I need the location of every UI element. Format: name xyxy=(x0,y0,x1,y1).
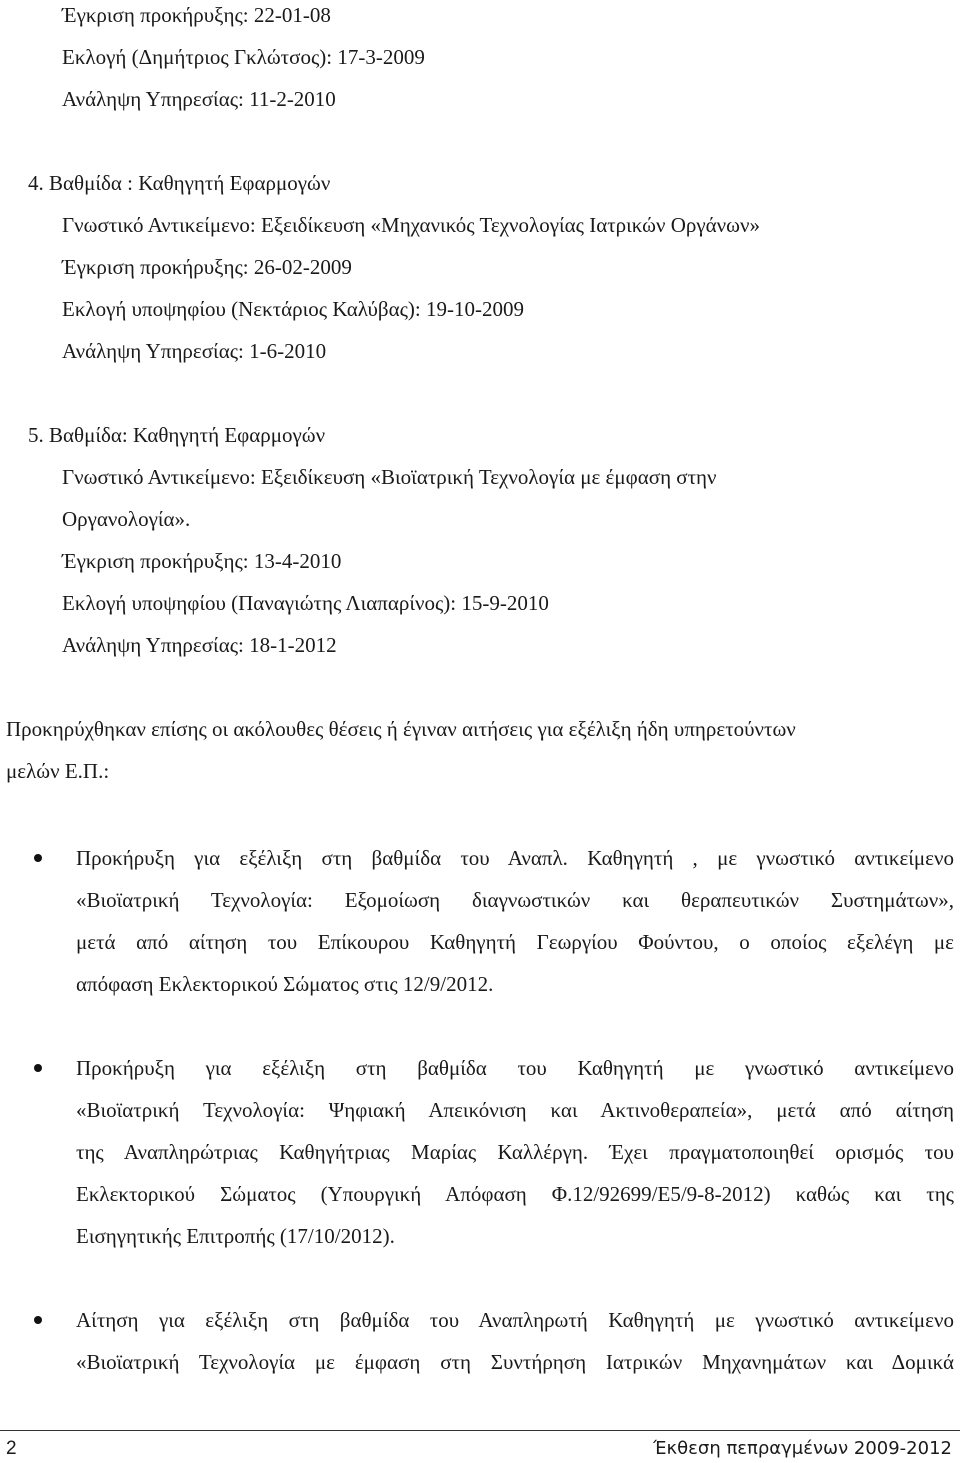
bullet2-line-4: Εκλεκτορικού Σώματος (Υπουργική Απόφαση Φ.12/92699/Ε5/9-8-2012) καθώς και της xyxy=(76,1182,954,1206)
item5-election: Εκλογή υποψηφίου (Παναγιώτης Λιαπαρίνος): 15-9-2010 xyxy=(62,591,549,615)
bullet-icon xyxy=(34,1064,42,1072)
page-number: 2 xyxy=(6,1438,17,1459)
item4-election: Εκλογή υποψηφίου (Νεκτάριος Καλύβας): 19-10-2009 xyxy=(62,297,524,321)
item5-heading: 5. Βαθμίδα: Καθηγητή Εφαρμογών xyxy=(28,423,326,447)
bullet-icon xyxy=(34,854,42,862)
footer-report-title: Έκθεση πεπραγμένων 2009-2012 xyxy=(653,1438,952,1459)
item5-approval: Έγκριση προκήρυξης: 13-4-2010 xyxy=(62,549,342,573)
bullet3-line-2: «Βιοϊατρική Τεχνολογία με έμφαση στη Συντήρηση Ιατρικών Μηχανημάτων και Δομικά xyxy=(76,1350,954,1374)
intro-assumption-line: Ανάληψη Υπηρεσίας: 11-2-2010 xyxy=(62,87,336,111)
intro-election-line: Εκλογή (Δημήτριος Γκλώτσος): 17-3-2009 xyxy=(62,45,425,69)
bullet1-line-3: μετά από αίτηση του Επίκουρου Καθηγητή Γεωργίου Φούντου, ο οποίος εξελέγη με xyxy=(76,930,954,954)
intro-approval-line: Έγκριση προκήρυξης: 22-01-08 xyxy=(62,3,331,27)
bullet1-line-2: «Βιοϊατρική Τεχνολογία: Εξομοίωση διαγνωστικών και θεραπευτικών Συστημάτων», xyxy=(76,888,954,912)
item4-subject: Γνωστικό Αντικείμενο: Εξειδίκευση «Μηχανικός Τεχνολογίας Ιατρικών Οργάνων» xyxy=(62,213,760,237)
item4-heading: 4. Βαθμίδα : Καθηγητή Εφαρμογών xyxy=(28,171,331,195)
footer-divider xyxy=(0,1430,960,1431)
bullet2-line-1: Προκήρυξη για εξέλιξη στη βαθμίδα του Καθηγητή με γνωστικό αντικείμενο xyxy=(76,1056,954,1080)
paragraph-line-2: μελών Ε.Π.: xyxy=(6,759,110,783)
item5-subject-cont: Οργανολογία». xyxy=(62,507,191,531)
bullet3-line-1: Αίτηση για εξέλιξη στη βαθμίδα του Αναπληρωτή Καθηγητή με γνωστικό αντικείμενο xyxy=(76,1308,954,1332)
bullet-icon xyxy=(34,1316,42,1324)
item5-subject: Γνωστικό Αντικείμενο: Εξειδίκευση «Βιοϊατρική Τεχνολογία με έμφαση στην xyxy=(62,465,717,489)
bullet2-line-2: «Βιοϊατρική Τεχνολογία: Ψηφιακή Απεικόνιση και Ακτινοθεραπεία», μετά από αίτηση xyxy=(76,1098,954,1122)
item4-approval: Έγκριση προκήρυξης: 26-02-2009 xyxy=(62,255,352,279)
bullet2-line-5: Εισηγητικής Επιτροπής (17/10/2012). xyxy=(76,1224,395,1248)
bullet1-line-4: απόφαση Εκλεκτορικού Σώματος στις 12/9/2012. xyxy=(76,972,494,996)
paragraph-line-1: Προκηρύχθηκαν επίσης οι ακόλουθες θέσεις ή έγιναν αιτήσεις για εξέλιξη ήδη υπηρετούντων xyxy=(6,717,796,741)
item5-assumption: Ανάληψη Υπηρεσίας: 18-1-2012 xyxy=(62,633,337,657)
bullet2-line-3: της Αναπληρώτριας Καθηγήτριας Μαρίας Καλλέργη. Έχει πραγματοποιηθεί ορισμός του xyxy=(76,1140,954,1164)
bullet1-line-1: Προκήρυξη για εξέλιξη στη βαθμίδα του Αναπλ. Καθηγητή , με γνωστικό αντικείμενο xyxy=(76,846,954,870)
item4-assumption: Ανάληψη Υπηρεσίας: 1-6-2010 xyxy=(62,339,327,363)
